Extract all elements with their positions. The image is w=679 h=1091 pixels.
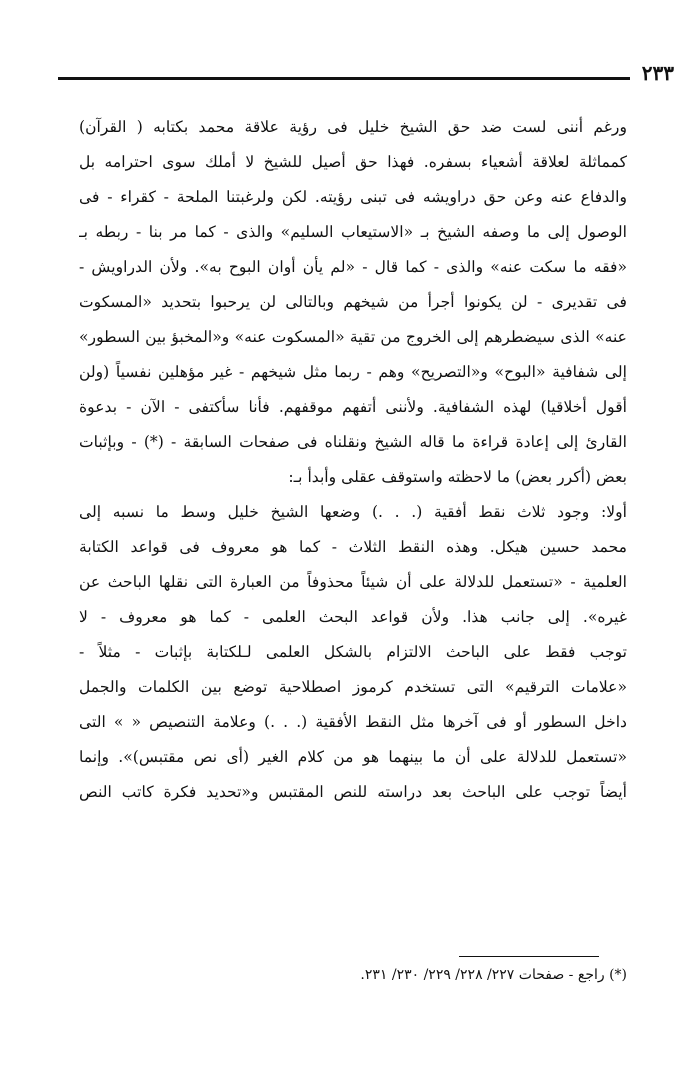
paragraph-1: [79, 110, 627, 495]
text-line: القارئ إلى إعادة قراءة ما قاله الشيخ ونقلناه فى صفحات السابقة - (*) - وبإثبات: [79, 433, 627, 451]
paragraph-2: [79, 495, 627, 810]
page-header: [58, 62, 674, 86]
text-line: كمماثلة لعلاقة أشعياء بسفره. فهذا حق أصيل للشيخ لا أملك سوى احترامه بل: [79, 153, 627, 171]
text-line: العلمية - «تستعمل للدلالة على أن شيئاً محذوفاً من العبارة التى نقلها الباحث عن: [79, 573, 627, 591]
text-line: أيضاً توجب على الباحث بعد دراسته للنص المقتبس و«تحديد فكرة كاتب النص: [79, 783, 627, 801]
text-line: والدفاع عنه وعن حق دراويشه فى تبنى رؤيته. لكن ولرغبتنا الملحة - كقراء - فى: [79, 188, 627, 206]
text-line: عنه» الذى سيضطرهم إلى الخروج من تقية «المسكوت عنه» و«المخبؤ بين السطور»: [79, 328, 627, 346]
header-rule: [58, 77, 630, 80]
text-line: الوصول إلى ما وصفه الشيخ بـ «الاستيعاب السليم» والذى - كما مر بنا - ربطه بـ: [79, 223, 627, 241]
text-line: أقول أخلاقيا) لهذه الشفافية. ولأننى أتفهم موقفهم. فأنا سأكتفى - الآن - بدعوة: [79, 398, 627, 416]
text-line: «تستعمل للدلالة على أن ما بينهما هو من كلام الغير (أى نص مقتبس)». وإنما: [79, 748, 627, 766]
text-line: «فقه ما سكت عنه» والذى - كما قال - «لم يأن أوان البوح به». ولأن الدراويش -: [79, 258, 627, 276]
text-line: أولا: وجود ثلاث نقط أفقية (. . .) وضعها الشيخ خليل وسط ما نسبه إلى: [79, 503, 627, 521]
text-line: فى تقديرى - لن يكونوا أجرأ من شيخهم وبالتالى لن يرحبوا بتحديد «المسكوت: [79, 293, 627, 311]
text-line: محمد حسين هيكل. وهذه النقط الثلاث - كما هو معروف فى قواعد الكتابة: [79, 538, 627, 556]
text-line: بعض (أكرر بعض) ما لاحظته واستوقف عقلى وأبدأ بـ:: [288, 468, 627, 486]
text-line: داخل السطور أو فى آخرها مثل النقط الأفقية (. . .) وعلامة التنصيص « » التى: [79, 713, 627, 731]
page-number: ٢٣٣: [641, 61, 674, 85]
footnote: (*) راجع - صفحات ٢٢٧/ ٢٢٨/ ٢٢٩/ ٢٣٠/ ٢٣١.: [360, 967, 627, 983]
text-line: «علامات الترقيم» التى تستخدم كرموز اصطلاحية توضع بين الكلمات والجمل: [79, 678, 627, 696]
text-line: غيره». إلى جانب هذا. ولأن قواعد البحث العلمى - كما هو معروف - لا: [79, 608, 627, 626]
text-line: إلى شفافية «البوح» و«التصريح» وهم - ربما مثل شيخهم - غير مؤهلين نفسياً (ولن: [79, 363, 627, 381]
footnote-rule: [459, 956, 599, 957]
body-text: [79, 110, 627, 810]
text-line: توجب فقط على الباحث الالتزام بالشكل العلمى لـلكتابة بإثبات - مثلاً -: [79, 643, 627, 661]
text-line: ورغم أننى لست ضد حق الشيخ خليل فى رؤية علاقة محمد بكتابه ( القرآن): [79, 118, 627, 136]
